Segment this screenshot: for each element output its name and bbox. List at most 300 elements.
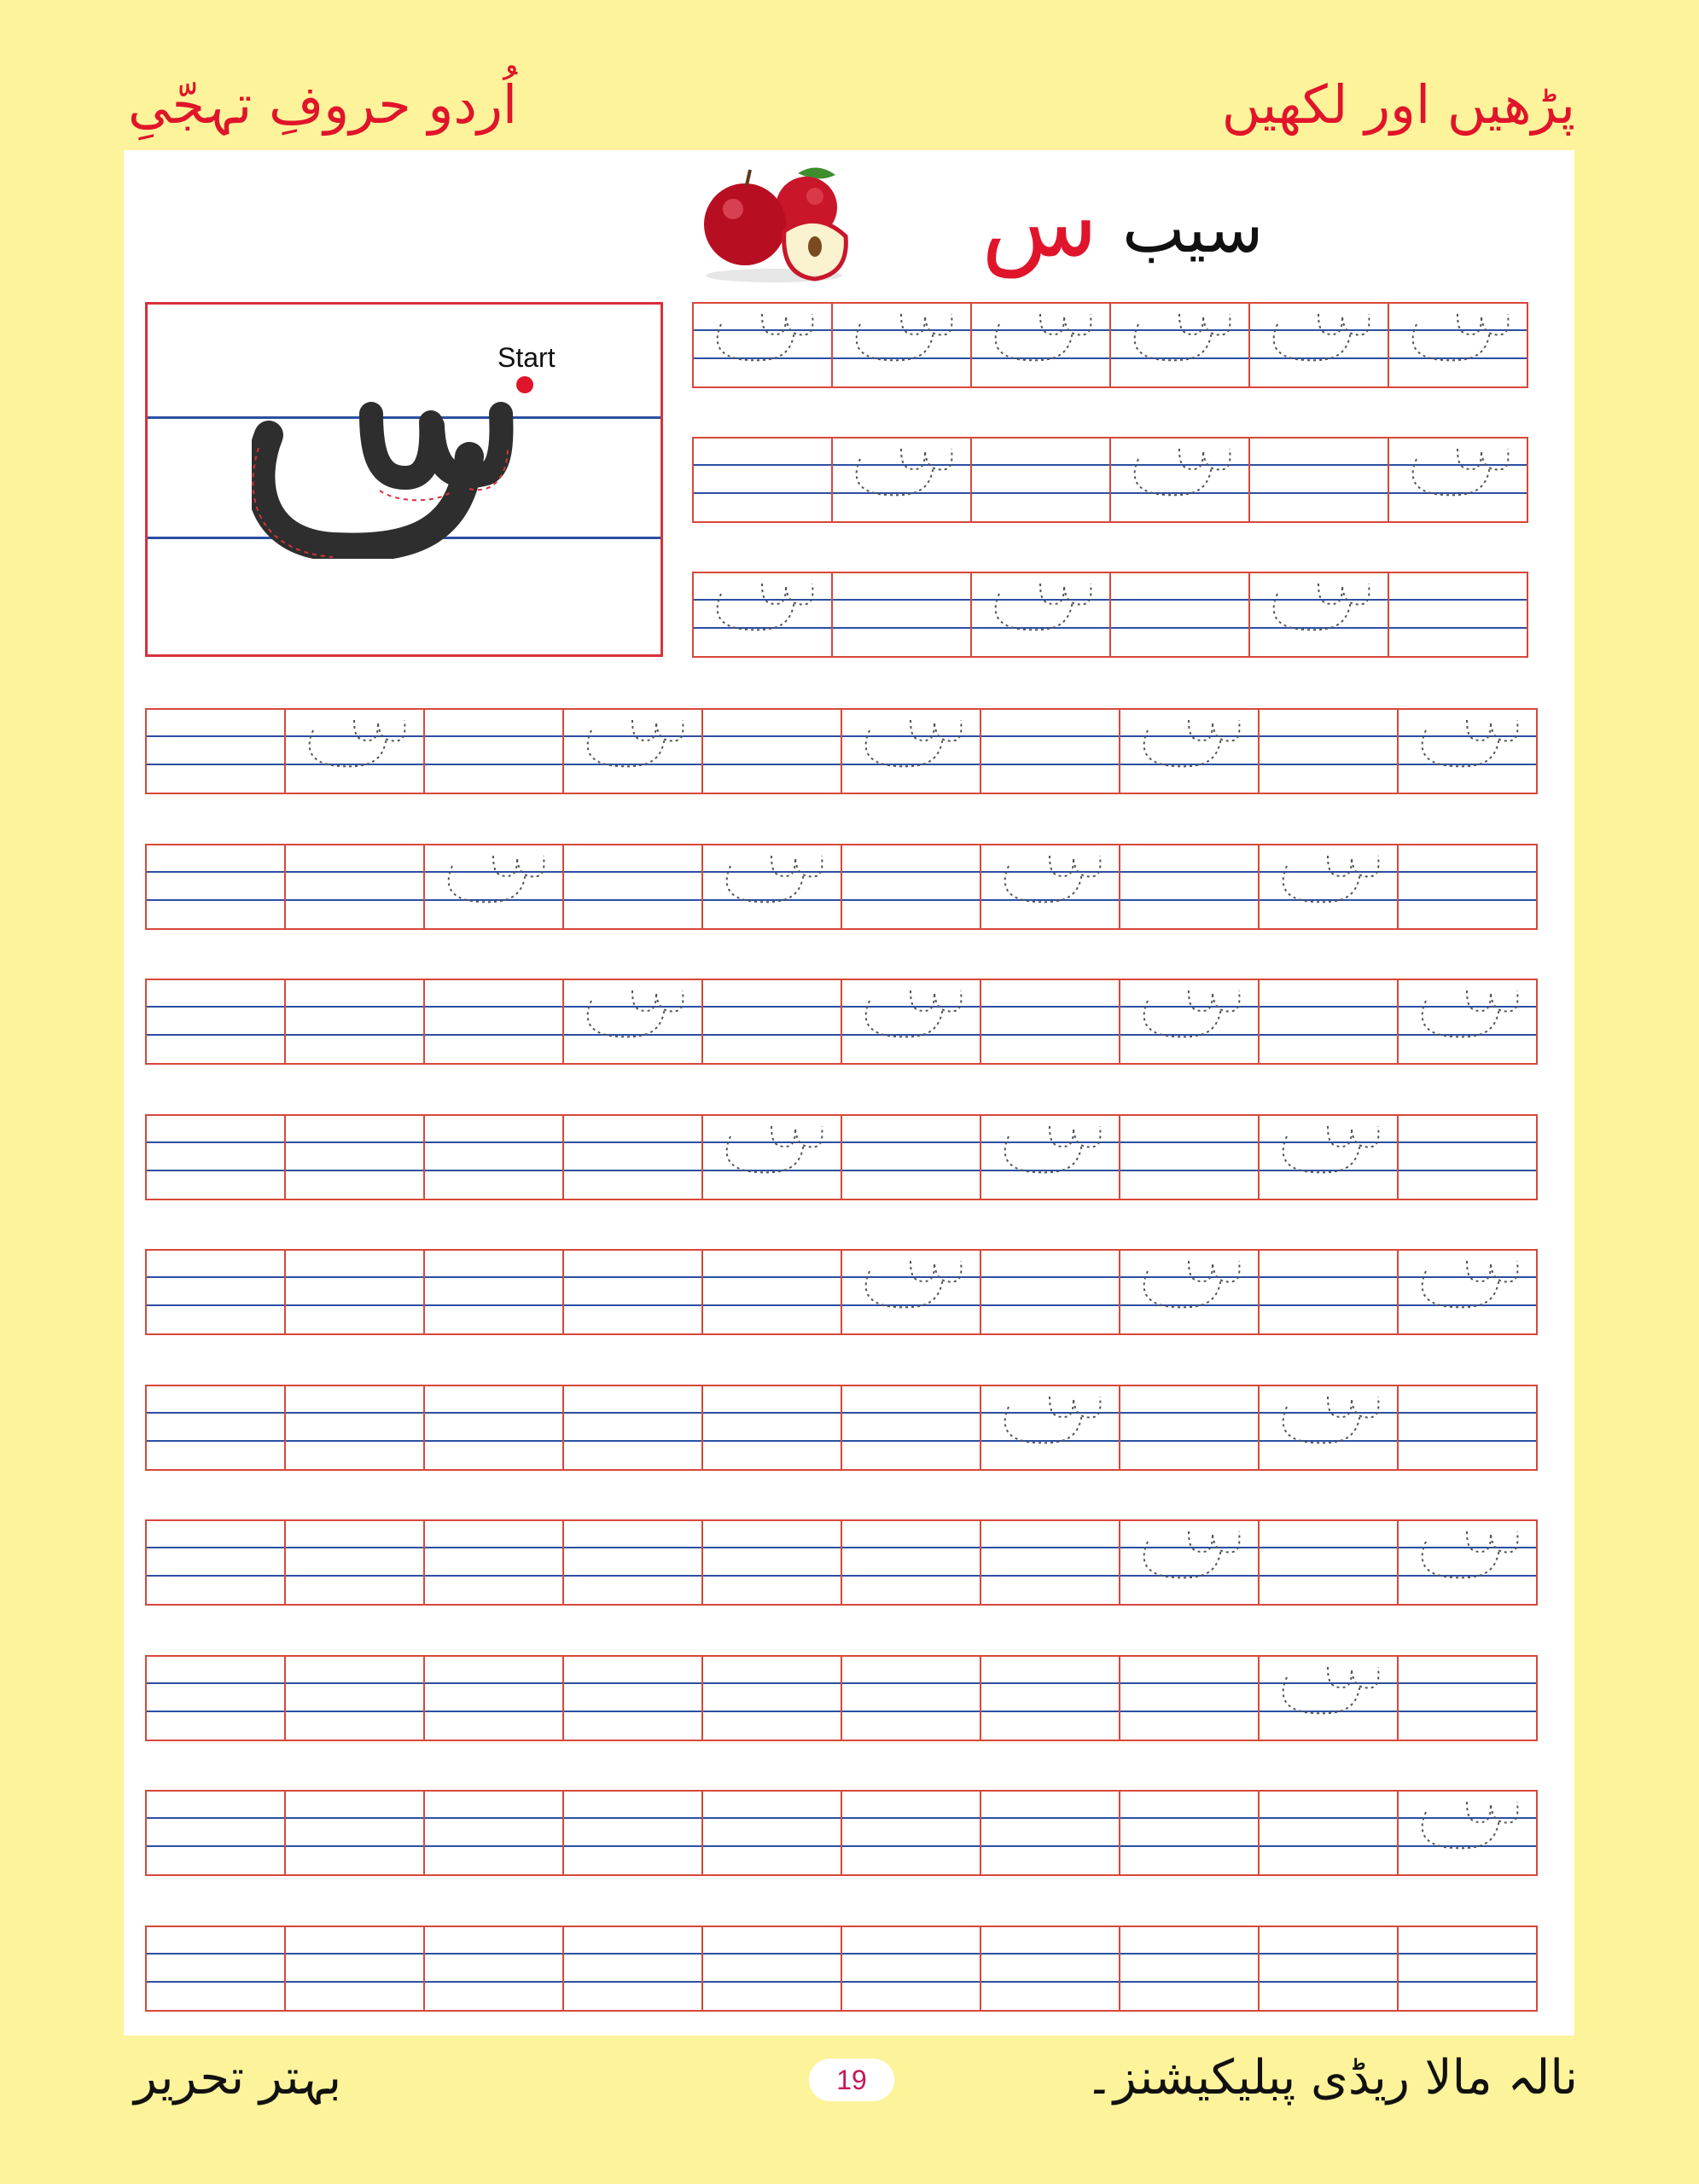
practice-cell[interactable] <box>284 1926 425 2012</box>
guide-line <box>703 1845 841 1847</box>
guide-line <box>703 1711 841 1712</box>
trace-cell[interactable] <box>1248 302 1389 388</box>
guide-line <box>286 1034 423 1036</box>
practice-cell[interactable] <box>1119 1655 1260 1741</box>
tracing-row <box>692 302 1528 388</box>
guide-line <box>1399 1682 1536 1684</box>
trace-cell[interactable] <box>1119 708 1260 794</box>
guide-line <box>564 1953 701 1955</box>
tracing-row <box>692 572 1528 658</box>
guide-line <box>1260 1547 1397 1548</box>
trace-cell[interactable] <box>1397 1249 1538 1335</box>
tracing-row <box>692 437 1528 523</box>
tracing-row <box>145 1114 1538 1200</box>
guide-line <box>286 1981 423 1983</box>
example-word: سیب <box>1122 191 1264 268</box>
practice-cell[interactable] <box>1258 1249 1399 1335</box>
guide-line <box>286 1682 423 1684</box>
practice-cell[interactable] <box>1258 979 1399 1065</box>
guide-line <box>842 1141 980 1143</box>
practice-cell[interactable] <box>284 979 425 1065</box>
practice-cell[interactable] <box>145 1926 286 2012</box>
trace-cell[interactable] <box>841 708 981 794</box>
guide-line <box>703 1006 841 1008</box>
guide-line <box>842 899 980 901</box>
trace-cell[interactable] <box>831 437 972 523</box>
guide-line <box>147 1276 284 1278</box>
guide-line <box>564 1981 701 1983</box>
dotted-trace-letter <box>1136 715 1245 770</box>
guide-line <box>147 1006 284 1008</box>
guide-line <box>425 1006 562 1008</box>
practice-cell[interactable] <box>1119 1926 1260 2012</box>
trace-cell[interactable] <box>701 1114 842 1200</box>
guide-line <box>425 1711 562 1712</box>
practice-cell[interactable] <box>1109 572 1250 658</box>
practice-cell[interactable] <box>841 1926 981 2012</box>
practice-cell[interactable] <box>980 1926 1120 2012</box>
guide-line <box>147 1034 284 1036</box>
dotted-trace-letter <box>719 1121 828 1176</box>
trace-cell[interactable] <box>284 708 425 794</box>
practice-cell[interactable] <box>145 1655 286 1741</box>
practice-cell[interactable] <box>562 1249 703 1335</box>
practice-cell[interactable] <box>841 1655 981 1741</box>
guide-line <box>425 1575 562 1577</box>
instruction-title: پڑھیں اور لکھیں <box>1221 73 1575 136</box>
tracing-row <box>145 979 1538 1065</box>
guide-line <box>981 1547 1119 1548</box>
guide-line <box>1260 1817 1397 1819</box>
tracing-row <box>145 1926 1538 2012</box>
guide-line <box>286 1711 423 1712</box>
guide-line <box>147 1304 284 1306</box>
guide-line <box>147 1412 284 1414</box>
guide-line <box>147 1981 284 1983</box>
practice-cell[interactable] <box>1258 1926 1399 2012</box>
practice-cell[interactable] <box>562 1385 703 1471</box>
guide-line <box>1120 1711 1258 1712</box>
practice-cell[interactable] <box>1397 1114 1538 1200</box>
guide-line <box>842 1817 980 1819</box>
practice-cell[interactable] <box>1258 1790 1399 1876</box>
guide-line <box>1399 1953 1536 1955</box>
guide-line <box>1399 871 1536 873</box>
guide-line <box>981 1276 1119 1278</box>
guide-line <box>1260 1575 1397 1577</box>
dotted-trace-letter <box>1405 444 1514 498</box>
guide-line <box>694 492 831 494</box>
practice-cell[interactable] <box>980 708 1120 794</box>
guide-line <box>703 1276 841 1278</box>
guide-line <box>147 764 284 765</box>
guide-line <box>1120 871 1258 873</box>
dotted-trace-letter <box>709 578 818 633</box>
dotted-trace-letter <box>997 1391 1106 1446</box>
practice-cell[interactable] <box>701 979 842 1065</box>
guide-line <box>842 1845 980 1847</box>
practice-cell[interactable] <box>145 844 286 930</box>
guide-line <box>1260 764 1397 765</box>
guide-line <box>981 1575 1119 1577</box>
guide-line <box>1399 1440 1536 1442</box>
trace-cell[interactable] <box>1119 979 1260 1065</box>
guide-line <box>425 1953 562 1955</box>
practice-cell[interactable] <box>980 1655 1120 1741</box>
practice-cell[interactable] <box>841 844 981 930</box>
trace-cell[interactable] <box>980 844 1120 930</box>
guide-line <box>1120 1682 1258 1684</box>
guide-line <box>286 1953 423 1955</box>
dotted-trace-letter <box>1414 1256 1523 1310</box>
guide-line <box>564 1711 701 1712</box>
dotted-trace-letter <box>1266 578 1375 633</box>
guide-line <box>1389 627 1527 629</box>
practice-cell[interactable] <box>423 1519 564 1606</box>
practice-cell[interactable] <box>701 1519 842 1606</box>
practice-cell[interactable] <box>423 1655 564 1741</box>
practice-cell[interactable] <box>284 1385 425 1471</box>
guide-line <box>425 764 562 765</box>
trace-cell[interactable] <box>1258 844 1399 930</box>
practice-cell[interactable] <box>1119 1114 1260 1200</box>
guide-line <box>425 1440 562 1442</box>
start-dot <box>516 376 533 393</box>
guide-line <box>147 1547 284 1548</box>
practice-cell[interactable] <box>841 1114 981 1200</box>
guide-line <box>564 899 701 901</box>
guide-line <box>286 1170 423 1171</box>
practice-cell[interactable] <box>284 844 425 930</box>
practice-cell[interactable] <box>423 979 564 1065</box>
trace-cell[interactable] <box>423 844 564 930</box>
guide-line <box>425 1412 562 1414</box>
dotted-trace-letter <box>719 851 828 905</box>
guide-line <box>703 1682 841 1684</box>
guide-line <box>286 1440 423 1442</box>
guide-line <box>564 1440 701 1442</box>
guide-line <box>564 1170 701 1171</box>
practice-cell[interactable] <box>831 572 972 658</box>
guide-line <box>703 764 841 765</box>
guide-line <box>425 1276 562 1278</box>
guide-line <box>147 1440 284 1442</box>
guide-line <box>981 1845 1119 1847</box>
guide-line <box>286 1304 423 1306</box>
apple-image <box>695 158 853 286</box>
guide-line <box>1120 1817 1258 1819</box>
practice-cell[interactable] <box>284 1249 425 1335</box>
guide-line <box>564 871 701 873</box>
guide-line <box>425 1141 562 1143</box>
guide-line <box>703 1575 841 1577</box>
guide-line <box>833 627 970 629</box>
guide-line <box>564 1412 701 1414</box>
guide-line <box>703 1547 841 1548</box>
guide-line <box>703 1034 841 1036</box>
dotted-trace-letter <box>997 1121 1106 1176</box>
practice-cell[interactable] <box>284 1519 425 1606</box>
guide-line <box>425 1817 562 1819</box>
guide-line <box>425 1845 562 1847</box>
trace-cell[interactable] <box>562 979 703 1065</box>
practice-cell[interactable] <box>980 1790 1120 1876</box>
trace-cell[interactable] <box>841 979 981 1065</box>
dotted-trace-letter <box>1414 1797 1523 1851</box>
guide-line <box>564 1547 701 1548</box>
trace-cell[interactable] <box>692 302 833 388</box>
guide-line <box>425 1304 562 1306</box>
guide-line <box>147 1817 284 1819</box>
trace-cell[interactable] <box>1109 437 1250 523</box>
dotted-trace-letter <box>1266 309 1375 363</box>
guide-line <box>564 1276 701 1278</box>
practice-cell[interactable] <box>980 1249 1120 1335</box>
trace-cell[interactable] <box>1397 1790 1538 1876</box>
guide-line <box>981 1006 1119 1008</box>
trace-cell[interactable] <box>1397 708 1538 794</box>
practice-cell[interactable] <box>562 844 703 930</box>
practice-cell[interactable] <box>1248 437 1389 523</box>
demo-box <box>145 302 663 657</box>
trace-cell[interactable] <box>970 302 1111 388</box>
practice-cell[interactable] <box>145 1385 286 1471</box>
guide-line <box>1260 1006 1397 1008</box>
guide-line <box>981 1981 1119 1983</box>
trace-cell[interactable] <box>1258 1385 1399 1471</box>
practice-cell[interactable] <box>562 1926 703 2012</box>
practice-cell[interactable] <box>145 1114 286 1200</box>
guide-line <box>842 1711 980 1712</box>
practice-cell[interactable] <box>1397 1655 1538 1741</box>
practice-cell[interactable] <box>1388 572 1528 658</box>
dotted-trace-letter <box>1126 444 1236 498</box>
guide-line <box>842 1412 980 1414</box>
guide-line <box>564 1682 701 1684</box>
trace-cell[interactable] <box>1109 302 1250 388</box>
practice-cell[interactable] <box>701 1385 842 1471</box>
guide-line <box>981 735 1119 737</box>
guide-line <box>147 735 284 737</box>
guide-line <box>703 1440 841 1442</box>
guide-line <box>703 1981 841 1983</box>
practice-cell[interactable] <box>284 1114 425 1200</box>
guide-line <box>425 1981 562 1983</box>
tracing-row <box>145 844 1538 930</box>
practice-cell[interactable] <box>1258 708 1399 794</box>
dotted-trace-letter <box>579 715 689 770</box>
dotted-trace-letter <box>1275 1391 1384 1446</box>
tracing-row <box>145 1655 1538 1741</box>
publisher-name: نالہ مالا ریڈی پبلیکیشنز۔ <box>1085 2050 1578 2106</box>
guide-line <box>972 464 1109 466</box>
practice-cell[interactable] <box>562 1519 703 1606</box>
practice-cell[interactable] <box>423 1790 564 1876</box>
dotted-trace-letter <box>848 444 957 498</box>
trace-cell[interactable] <box>1397 979 1538 1065</box>
practice-cell[interactable] <box>423 708 564 794</box>
dotted-trace-letter <box>1414 715 1523 770</box>
practice-cell[interactable] <box>701 708 842 794</box>
trace-cell[interactable] <box>701 844 842 930</box>
guide-line <box>425 735 562 737</box>
trace-cell[interactable] <box>1258 1114 1399 1200</box>
guide-line <box>1399 899 1536 901</box>
practice-cell[interactable] <box>692 437 833 523</box>
trace-cell[interactable] <box>841 1249 981 1335</box>
practice-cell[interactable] <box>145 1249 286 1335</box>
guide-line <box>147 1170 284 1171</box>
guide-line <box>981 1817 1119 1819</box>
practice-cell[interactable] <box>562 1790 703 1876</box>
guide-line <box>1399 1711 1536 1712</box>
practice-cell[interactable] <box>841 1385 981 1471</box>
trace-cell[interactable] <box>1397 1519 1538 1606</box>
guide-line <box>842 1575 980 1577</box>
dotted-trace-letter <box>1126 309 1236 363</box>
guide-line <box>147 1711 284 1712</box>
practice-cell[interactable] <box>423 1249 564 1335</box>
footer-slogan: بہتر تحریر <box>134 2050 342 2106</box>
practice-cell[interactable] <box>1119 1385 1260 1471</box>
practice-cell[interactable] <box>562 1114 703 1200</box>
guide-line <box>286 1276 423 1278</box>
guide-line <box>147 871 284 873</box>
dotted-trace-letter <box>848 309 957 363</box>
trace-cell[interactable] <box>1248 572 1389 658</box>
guide-line <box>564 1141 701 1143</box>
guide-line <box>1120 1981 1258 1983</box>
trace-cell[interactable] <box>980 1385 1120 1471</box>
guide-line <box>842 1440 980 1442</box>
practice-cell[interactable] <box>701 1926 842 2012</box>
guide-line <box>286 1575 423 1577</box>
trace-cell[interactable] <box>1119 1519 1260 1606</box>
guide-line <box>1120 1845 1258 1847</box>
guide-line <box>1260 1845 1397 1847</box>
featured-letter: س <box>981 167 1098 278</box>
guide-line <box>1120 1953 1258 1955</box>
dotted-trace-letter <box>301 715 410 770</box>
practice-cell[interactable] <box>980 979 1120 1065</box>
guide-line <box>286 1817 423 1819</box>
practice-cell[interactable] <box>284 1790 425 1876</box>
guide-line <box>1111 627 1248 629</box>
practice-cell[interactable] <box>1397 844 1538 930</box>
practice-cell[interactable] <box>562 1655 703 1741</box>
guide-line <box>981 1304 1119 1306</box>
tracing-row <box>145 1790 1538 1876</box>
guide-line <box>564 1845 701 1847</box>
practice-cell[interactable] <box>145 1790 286 1876</box>
tracing-row <box>145 1249 1538 1335</box>
trace-cell[interactable] <box>692 572 833 658</box>
trace-cell[interactable] <box>1388 437 1528 523</box>
dotted-trace-letter <box>1275 1121 1384 1176</box>
guide-line <box>842 1170 980 1171</box>
guide-line <box>286 899 423 901</box>
practice-cell[interactable] <box>423 1926 564 2012</box>
trace-cell[interactable] <box>831 302 972 388</box>
guide-line <box>1111 599 1248 601</box>
practice-cell[interactable] <box>1119 1790 1260 1876</box>
guide-line <box>147 1953 284 1955</box>
dotted-trace-letter <box>1136 1526 1245 1581</box>
practice-cell[interactable] <box>1119 844 1260 930</box>
practice-cell[interactable] <box>980 1519 1120 1606</box>
practice-cell[interactable] <box>701 1249 842 1335</box>
practice-cell[interactable] <box>1397 1926 1538 2012</box>
guide-line <box>286 1547 423 1548</box>
letter-stroke-diagram <box>252 397 516 559</box>
guide-line <box>425 1170 562 1171</box>
guide-line <box>842 1981 980 1983</box>
trace-cell[interactable] <box>970 572 1111 658</box>
dotted-trace-letter <box>987 309 1097 363</box>
guide-line <box>842 1682 980 1684</box>
practice-cell[interactable] <box>841 1790 981 1876</box>
guide-line <box>564 1817 701 1819</box>
guide-line <box>147 1682 284 1684</box>
practice-cell[interactable] <box>423 1114 564 1200</box>
guide-line <box>564 1304 701 1306</box>
practice-cell[interactable] <box>1397 1385 1538 1471</box>
dotted-trace-letter <box>987 578 1097 633</box>
guide-line <box>147 899 284 901</box>
practice-cell[interactable] <box>1258 1519 1399 1606</box>
practice-cell[interactable] <box>701 1790 842 1876</box>
practice-cell[interactable] <box>145 708 286 794</box>
dotted-trace-letter <box>1414 1526 1523 1581</box>
dotted-trace-letter <box>1136 985 1245 1040</box>
trace-cell[interactable] <box>1388 302 1528 388</box>
trace-cell[interactable] <box>980 1114 1120 1200</box>
dotted-trace-letter <box>1275 851 1384 905</box>
practice-cell[interactable] <box>423 1385 564 1471</box>
guide-line <box>703 1953 841 1955</box>
practice-cell[interactable] <box>284 1655 425 1741</box>
dotted-trace-letter <box>1405 309 1514 363</box>
book-title: اُردو حروفِ تہجّیِ <box>128 73 518 136</box>
guide-line <box>1389 599 1527 601</box>
guide-line <box>1399 1170 1536 1171</box>
trace-cell[interactable] <box>562 708 703 794</box>
guide-line <box>1120 1412 1258 1414</box>
guide-line <box>703 735 841 737</box>
page-number: 19 <box>809 2059 894 2101</box>
tracing-row <box>145 708 1538 794</box>
guide-line <box>703 1304 841 1306</box>
practice-cell[interactable] <box>970 437 1111 523</box>
guide-line <box>147 1845 284 1847</box>
practice-cell[interactable] <box>841 1519 981 1606</box>
guide-line <box>981 1953 1119 1955</box>
practice-cell[interactable] <box>145 979 286 1065</box>
trace-cell[interactable] <box>1119 1249 1260 1335</box>
guide-line <box>981 1034 1119 1036</box>
dotted-trace-letter <box>579 985 689 1040</box>
guide-line <box>1120 1440 1258 1442</box>
dotted-trace-letter <box>1414 985 1523 1040</box>
practice-cell[interactable] <box>145 1519 286 1606</box>
dotted-trace-letter <box>858 715 967 770</box>
guide-line <box>1120 1141 1258 1143</box>
guide-line <box>842 1547 980 1548</box>
trace-cell[interactable] <box>1258 1655 1399 1741</box>
dotted-trace-letter <box>709 309 818 363</box>
practice-cell[interactable] <box>701 1655 842 1741</box>
guide-line <box>694 464 831 466</box>
